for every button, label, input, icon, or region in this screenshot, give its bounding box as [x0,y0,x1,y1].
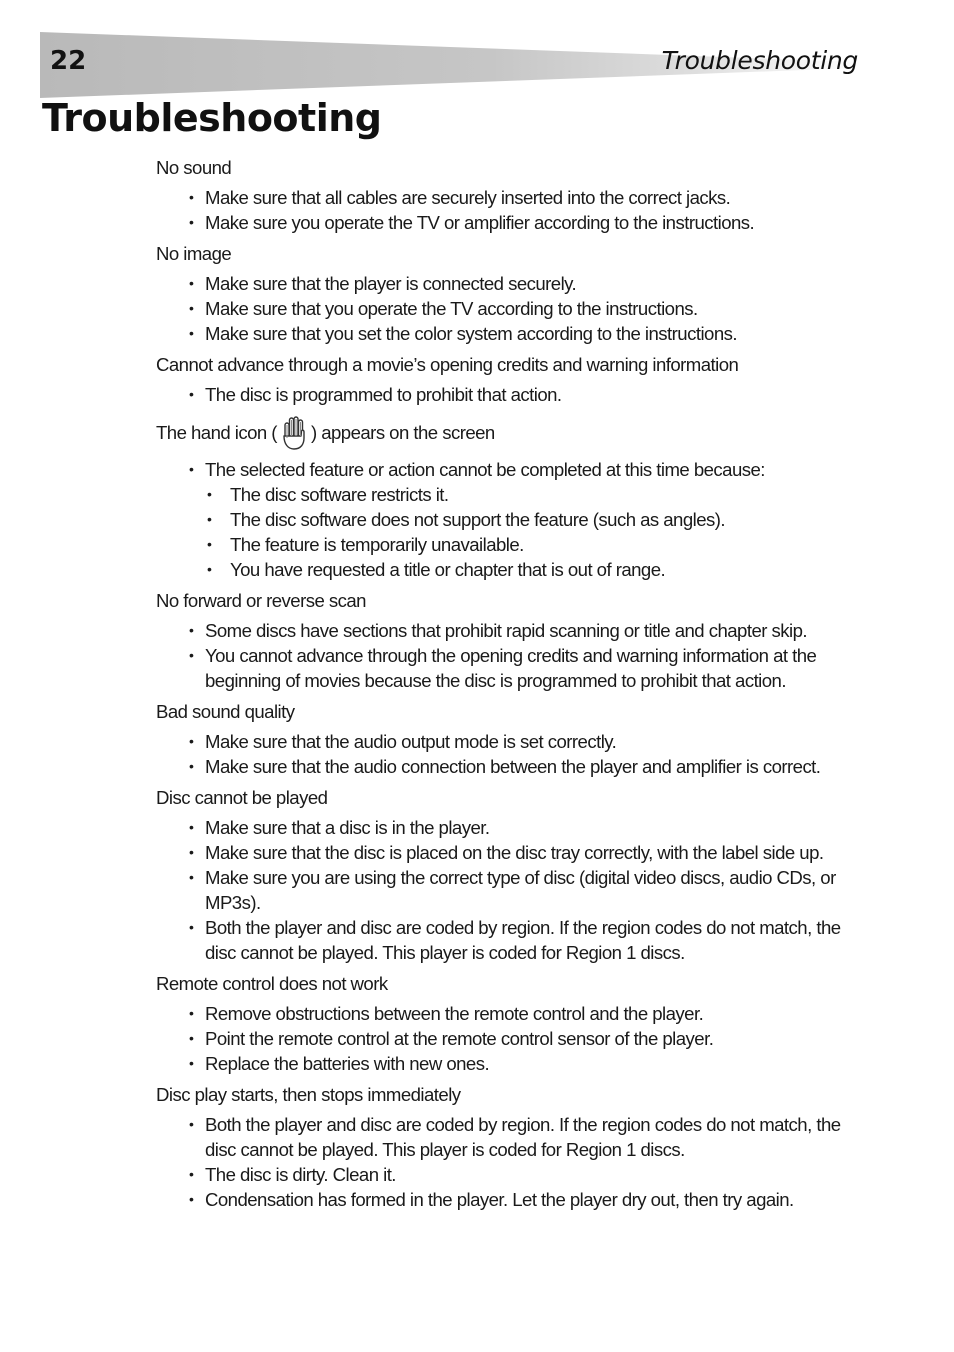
section-heading: Disc play starts, then stops immediately [156,1084,461,1105]
list-item: • Make sure that the player is connected securely. [205,271,861,296]
section-heading: Cannot advance through a movie’s opening credits and warning information [156,354,739,375]
section-heading: Disc cannot be played [156,787,328,808]
list-item: • Make sure that all cables are securely inserted into the correct jacks. [205,185,861,210]
section-disc-cannot-play [156,782,861,965]
list-item: • The disc is programmed to prohibit that action. [205,382,861,407]
list-item: • Both the player and disc are coded by region. If the region codes do not match, the disc cannot be played. This player is coded for Region 1 discs. [205,1112,861,1162]
section-play-stops [156,1079,861,1212]
sub-bullet-list [205,482,861,582]
hand-icon [279,414,309,452]
sub-list-item: • The disc software does not support the feature (such as angles). [230,507,861,532]
section-heading: Remote control does not work [156,973,388,994]
list-item: • Make sure that you set the color system according to the instructions. [205,321,861,346]
list-item: • Replace the batteries with new ones. [205,1051,861,1076]
running-head: Troubleshooting [661,46,858,75]
list-item: • Make sure you operate the TV or amplifier according to the instructions. [205,210,861,235]
list-item: • Some discs have sections that prohibit rapid scanning or title and chapter skip. [205,618,861,643]
list-item: • Point the remote control at the remote control sensor of the player. [205,1026,861,1051]
list-item-text: The selected feature or action cannot be completed at this time because: [205,459,765,480]
bullet-list [156,185,861,235]
section-heading: Bad sound quality [156,701,295,722]
section-bad-sound [156,696,861,779]
section-heading: No image [156,243,232,264]
list-item: • Condensation has formed in the player. Let the player dry out, then try again. [205,1187,861,1212]
bullet-list [156,729,861,779]
list-item: • You cannot advance through the opening credits and warning information at the beginning of movies because the disc is programmed to prohibit that action. [205,643,861,693]
section-cannot-advance [156,349,861,407]
list-item: • Make sure you are using the correct type of disc (digital video discs, audio CDs, or MP3s). [205,865,861,915]
list-item [205,457,861,582]
section-no-image [156,238,861,346]
section-heading [156,410,861,454]
bullet-list [156,1112,861,1212]
bullet-list [156,382,861,407]
sub-list-item: • The disc software restricts it. [230,482,861,507]
list-item: • Remove obstructions between the remote control and the player. [205,1001,861,1026]
page-number: 22 [50,46,87,76]
bullet-list [156,618,861,693]
section-no-sound [156,152,861,235]
bullet-list [156,457,861,582]
section-no-scan [156,585,861,693]
bullet-list [156,271,861,346]
bullet-list [156,815,861,965]
list-item: • Make sure that the audio connection between the player and amplifier is correct. [205,754,861,779]
heading-text-before-icon: The hand icon ( [156,422,277,443]
sub-list-item: • The feature is temporarily unavailable. [230,532,861,557]
list-item: • Both the player and disc are coded by region. If the region codes do not match, the disc cannot be played. This player is coded for Region 1 discs. [205,915,861,965]
list-item: • Make sure that the disc is placed on the disc tray correctly, with the label side up. [205,840,861,865]
list-item: • The disc is dirty. Clean it. [205,1162,861,1187]
list-item: • Make sure that the audio output mode is set correctly. [205,729,861,754]
troubleshooting-content [156,152,861,1215]
heading-text-after-icon: ) appears on the screen [310,422,495,443]
section-hand-icon [156,410,861,582]
list-item: • Make sure that a disc is in the player. [205,815,861,840]
list-item: • Make sure that you operate the TV according to the instructions. [205,296,861,321]
section-heading: No sound [156,157,232,178]
section-remote-control [156,968,861,1076]
bullet-list [156,1001,861,1076]
page-title: Troubleshooting [42,96,382,140]
section-heading: No forward or reverse scan [156,590,366,611]
sub-list-item: • You have requested a title or chapter that is out of range. [230,557,861,582]
